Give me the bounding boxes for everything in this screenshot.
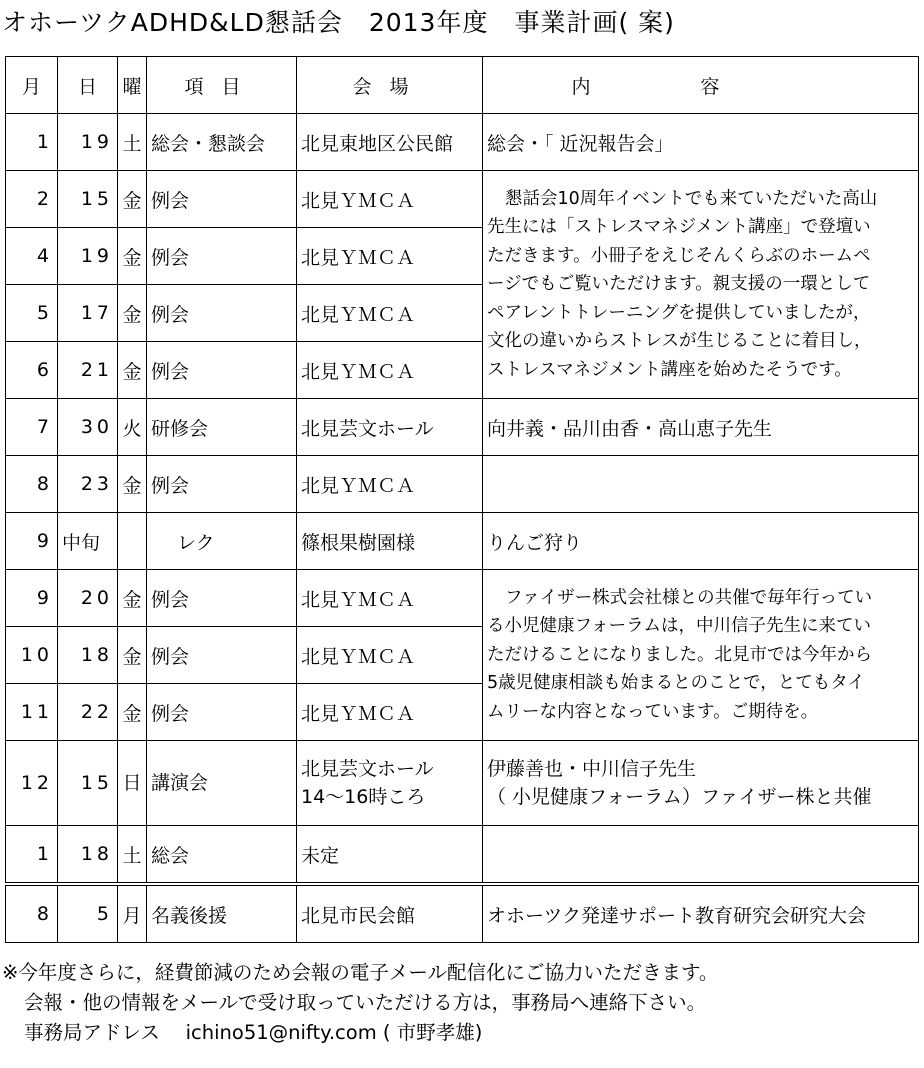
cell-item: 総会: [147, 826, 297, 885]
cell-venue: 篠根果樹園様: [297, 513, 483, 570]
cell-content: [483, 741, 919, 826]
cell-month: 10: [6, 627, 58, 684]
contact-label: 事務局アドレス: [24, 1021, 180, 1044]
cell-item: 総会・懇談会: [147, 114, 297, 171]
table-row: [6, 114, 919, 171]
content-line: ムリーな内容となっています。ご期待を。: [487, 701, 819, 722]
contact-email[interactable]: ichino51@nifty.com: [185, 1021, 377, 1044]
cell-content: 向井義・品川由香・高山恵子先生: [483, 399, 919, 456]
table-row: [6, 570, 919, 627]
cell-item: 研修会: [147, 399, 297, 456]
footer-note: 会報・他の情報をメールで受け取っていただける方は，事務局へ連絡下さい。: [24, 991, 707, 1014]
content-text: 懇話会10周年イベントでも来ていただいた高山: [505, 188, 878, 209]
cell-content: オホーツク発達サポート教育研究会研究大会: [483, 884, 919, 943]
table-row: [6, 826, 919, 885]
cell-weekday: 火: [118, 399, 147, 456]
cell-day: 15: [58, 171, 118, 228]
venue-line: 北見芸文ホール: [301, 758, 434, 780]
header-weekday: 曜: [118, 57, 147, 114]
cell-content-health-forum: [483, 570, 919, 741]
cell-day: 19: [58, 114, 118, 171]
cell-item: 例会: [147, 171, 297, 228]
cell-month: 6: [6, 342, 58, 399]
venue-line: 14～16時ころ: [301, 786, 426, 808]
cell-venue: [297, 741, 483, 826]
header-content: 内容: [483, 57, 919, 114]
content-line: （ 小児健康フォーラム）ファイザー株と共催: [487, 786, 872, 808]
content-line: [487, 584, 914, 613]
content-line: ージでもご覧いただけます。親支援の一環として: [487, 274, 871, 295]
cell-month: 1: [6, 826, 58, 885]
cell-venue: 北見ＹＭＣＡ: [297, 627, 483, 684]
content-line: ペアレントトレーニングを提供していましたが，: [487, 302, 871, 323]
cell-weekday: 土: [118, 114, 147, 171]
header-month: 月: [6, 57, 58, 114]
cell-month: 1: [6, 114, 58, 171]
content-line: ストレスマネジメント講座を始めたそうです。: [487, 359, 852, 380]
content-text: ファイザー株式会社様との共催で毎年行ってい: [505, 587, 873, 608]
header-row: [6, 57, 919, 114]
content-line: 先生には「ストレスマネジメント講座」で登壇い: [487, 217, 871, 238]
cell-day: 17: [58, 285, 118, 342]
cell-day: 19: [58, 228, 118, 285]
cell-weekday: 金: [118, 342, 147, 399]
cell-month: 5: [6, 285, 58, 342]
cell-day: 30: [58, 399, 118, 456]
cell-venue: 未定: [297, 826, 483, 885]
header-venue: 会場: [297, 57, 483, 114]
cell-day: 中旬: [58, 513, 118, 570]
cell-weekday: 金: [118, 684, 147, 741]
cell-venue: 北見ＹＭＣＡ: [297, 570, 483, 627]
cell-month: 12: [6, 741, 58, 826]
cell-content: 総会・「 近況報告会」: [483, 114, 919, 171]
cell-month: 9: [6, 570, 58, 627]
cell-weekday: 月: [118, 884, 147, 943]
content-line: 5歳児健康相談も始まるとのことで，とてもタイ: [487, 673, 865, 694]
cell-venue: 北見ＹＭＣＡ: [297, 171, 483, 228]
cell-item: 名義後援: [147, 884, 297, 943]
cell-day: 22: [58, 684, 118, 741]
cell-item: 例会: [147, 228, 297, 285]
content-line: 伊藤善也・中川信子先生: [487, 758, 697, 780]
cell-item: 講演会: [147, 741, 297, 826]
cell-venue: 北見ＹＭＣＡ: [297, 285, 483, 342]
cell-month: 8: [6, 884, 58, 943]
cell-item: 例会: [147, 570, 297, 627]
footer-contact: [2, 1018, 920, 1048]
cell-content-stress-lecture: [483, 171, 919, 399]
cell-month: 8: [6, 456, 58, 513]
table-row: [6, 456, 919, 513]
footer-notes: [2, 958, 920, 1048]
cell-item: 例会: [147, 627, 297, 684]
table-row: [6, 513, 919, 570]
header-day: 日: [58, 57, 118, 114]
cell-item: 例会: [147, 342, 297, 399]
cell-venue: 北見東地区公民館: [297, 114, 483, 171]
cell-weekday: 金: [118, 171, 147, 228]
cell-weekday: 日: [118, 741, 147, 826]
cell-day: 18: [58, 627, 118, 684]
cell-content: [483, 826, 919, 885]
cell-venue: 北見ＹＭＣＡ: [297, 684, 483, 741]
cell-day: 23: [58, 456, 118, 513]
cell-item: 例会: [147, 684, 297, 741]
table-row: [6, 399, 919, 456]
table-row: [6, 171, 919, 228]
cell-weekday: 金: [118, 627, 147, 684]
cell-item: 例会: [147, 285, 297, 342]
content-line: 文化の違いからストレスが生じることに着目し，: [487, 331, 872, 352]
cell-content: [483, 456, 919, 513]
content-line: [487, 185, 914, 214]
cell-day: 5: [58, 884, 118, 943]
contact-name: ( 市野孝雄): [382, 1021, 483, 1044]
cell-weekday: 金: [118, 285, 147, 342]
cell-item: レク: [147, 513, 297, 570]
header-item: 項目: [147, 57, 297, 114]
cell-weekday: [118, 513, 147, 570]
cell-day: 15: [58, 741, 118, 826]
cell-venue: 北見ＹＭＣＡ: [297, 456, 483, 513]
cell-venue: 北見ＹＭＣＡ: [297, 228, 483, 285]
cell-content: りんご狩り: [483, 513, 919, 570]
cell-venue: 北見芸文ホール: [297, 399, 483, 456]
cell-weekday: 金: [118, 570, 147, 627]
cell-month: 2: [6, 171, 58, 228]
content-line: ただきます。小冊子をえじそんくらぶのホームペ: [487, 245, 871, 266]
cell-day: 21: [58, 342, 118, 399]
schedule-table: [5, 56, 919, 943]
cell-venue: 北見市民会館: [297, 884, 483, 943]
table-row: [6, 741, 919, 826]
content-line: ただけることになりました。北見市では今年から: [487, 644, 872, 665]
cell-day: 18: [58, 826, 118, 885]
table-row: [6, 884, 919, 943]
document-title: オホーツクADHD&LD懇話会 2013年度 事業計画( 案): [2, 8, 675, 37]
cell-month: 11: [6, 684, 58, 741]
cell-month: 7: [6, 399, 58, 456]
cell-weekday: 金: [118, 228, 147, 285]
cell-day: 20: [58, 570, 118, 627]
cell-weekday: 金: [118, 456, 147, 513]
footer-note: ※今年度さらに，経費節減のため会報の電子メール配信化にご協力いただきます。: [2, 961, 719, 984]
cell-item: 例会: [147, 456, 297, 513]
cell-venue: 北見ＹＭＣＡ: [297, 342, 483, 399]
cell-month: 4: [6, 228, 58, 285]
content-line: る小児健康フォーラムは，中川信子先生に来てい: [487, 616, 871, 637]
cell-weekday: 土: [118, 826, 147, 885]
cell-month: 9: [6, 513, 58, 570]
